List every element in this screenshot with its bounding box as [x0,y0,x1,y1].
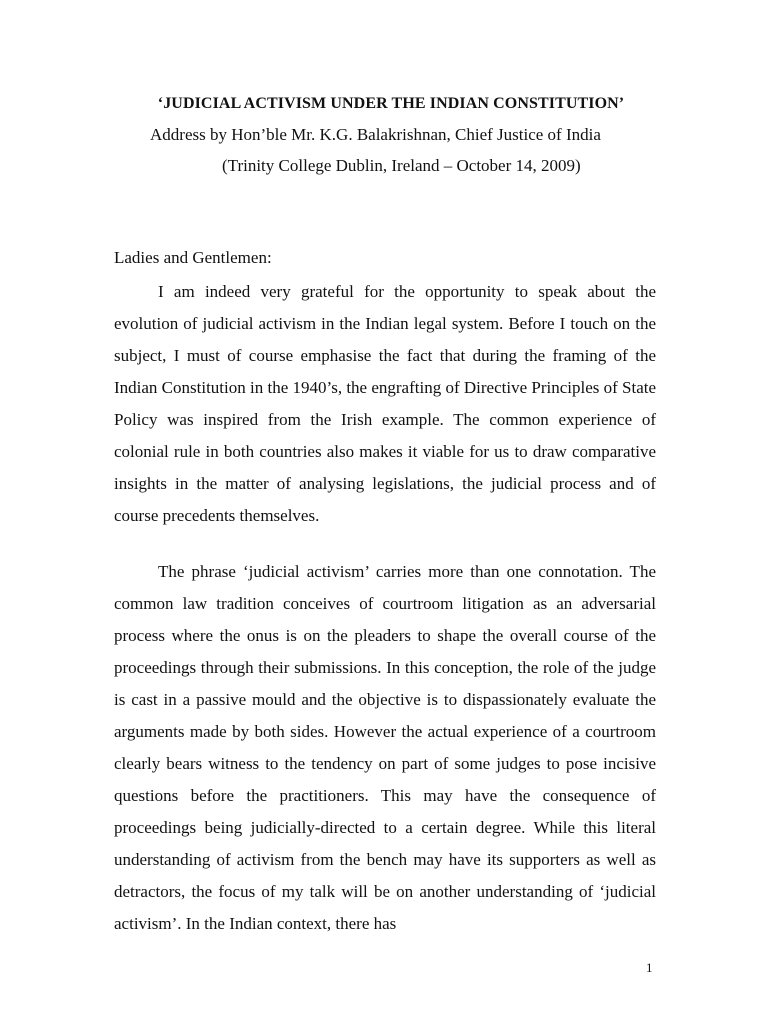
document-subtitle: Address by Hon’ble Mr. K.G. Balakrishnan, Chief Justice of India [150,125,601,144]
page-number: 1 [646,960,653,975]
salutation: Ladies and Gentlemen: [114,248,272,267]
document-title: ‘JUDICIAL ACTIVISM UNDER THE INDIAN CONSTITUTION’ [157,95,625,112]
document-venue: (Trinity College Dublin, Ireland – October 14, 2009) [222,156,581,175]
paragraph-2: The phrase ‘judicial activism’ carries more than one connotation. The common law tradition conceives of courtroom litigation as an adversarial process where the onus is on the pleaders to shape the overall course of the proceedings through their submissions. In this conception, the role of the judge is cast in a passive mould and the objective is to dispassionately evaluate the arguments made by both sides. However the actual experience of a courtroom clearly bears witness to the tendency on part of some judges to pose incisive questions before the practitioners. This may have the consequence of proceedings being judicially-directed to a certain degree. While this literal understanding of activism from the bench may have its supporters as well as detractors, the focus of my talk will be on another understanding of ‘judicial activism’. In the Indian context, there has [114,562,656,933]
paragraph-1: I am indeed very grateful for the opportunity to speak about the evolution of judicial activism in the Indian legal system. Before I touch on the subject, I must of course emphasise the fact that during the framing of the Indian Constitution in the 1940’s, the engrafting of Directive Principles of State Policy was inspired from the Irish example. The common experience of colonial rule in both countries also makes it viable for us to draw comparative insights in the matter of analysing legislations, the judicial process and of course precedents themselves. [114,282,657,525]
